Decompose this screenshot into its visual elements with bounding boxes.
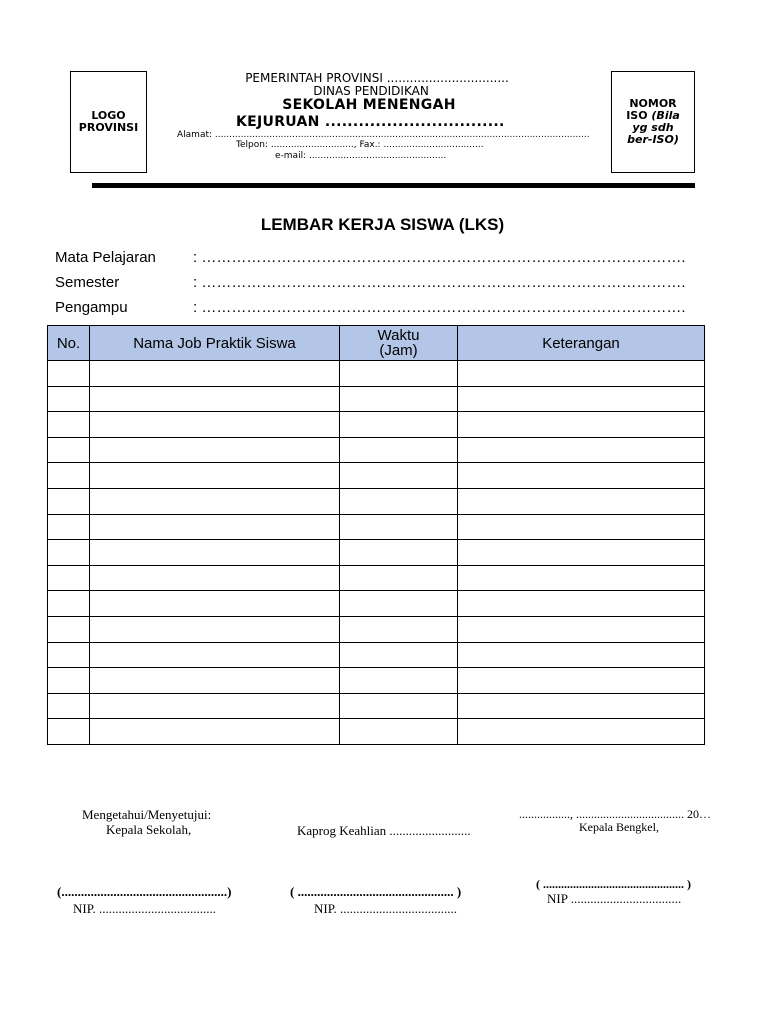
cell-keterangan xyxy=(458,412,705,438)
cell-no xyxy=(48,591,90,617)
lks-table xyxy=(47,325,705,745)
cell-waktu xyxy=(340,386,458,412)
table-row xyxy=(48,693,705,719)
sig-left-approval: Mengetahui/Menyetujui: xyxy=(82,807,212,822)
cell-waktu xyxy=(340,565,458,591)
table-row xyxy=(48,719,705,745)
cell-nama-job xyxy=(90,540,340,566)
table-row xyxy=(48,540,705,566)
cell-no xyxy=(48,616,90,642)
iso-number-label: NOMOR ISO (Bila yg sdh ber-ISO) xyxy=(626,97,680,146)
field-semester-label: Semester xyxy=(55,274,120,291)
cell-nama-job xyxy=(90,361,340,387)
cell-waktu xyxy=(340,616,458,642)
header-email: e-mail: ................................................ xyxy=(275,151,447,161)
sig-right-nip: NIP .................................. xyxy=(547,891,682,906)
sig-left-title: Kepala Sekolah, xyxy=(106,822,192,837)
sig-right-date: ................., .................................... 20… xyxy=(519,807,711,821)
cell-keterangan xyxy=(458,540,705,566)
table-row xyxy=(48,514,705,540)
table-row xyxy=(48,463,705,489)
cell-no xyxy=(48,693,90,719)
cell-keterangan xyxy=(458,591,705,617)
logo-provinsi-label: LOGO PROVINSI xyxy=(78,109,139,134)
cell-keterangan xyxy=(458,488,705,514)
header-keterangan: Keterangan xyxy=(458,326,705,361)
cell-nama-job xyxy=(90,386,340,412)
table-row xyxy=(48,642,705,668)
field-mata-pelajaran-value: : ……………………………………………………………………………………. xyxy=(193,249,686,266)
cell-keterangan xyxy=(458,616,705,642)
field-mata-pelajaran-label: Mata Pelajaran xyxy=(55,249,156,266)
sig-middle-nip: NIP. .................................... xyxy=(314,901,458,916)
sig-left-name: (...................................................) xyxy=(57,884,232,899)
table-row xyxy=(48,361,705,387)
cell-keterangan xyxy=(458,693,705,719)
sig-left-nip: NIP. .................................... xyxy=(73,901,217,916)
sig-right-name: ( ............................................... ) xyxy=(536,877,691,891)
page-title: LEMBAR KERJA SISWA (LKS) xyxy=(260,215,505,234)
cell-keterangan xyxy=(458,514,705,540)
header-telpon: Telpon: ............................., Fax.: ................................... xyxy=(236,140,484,150)
table-row xyxy=(48,437,705,463)
header-dinas: DINAS PENDIDIKAN xyxy=(313,84,429,98)
cell-waktu xyxy=(340,668,458,694)
field-semester-value: : ……………………………………………………………………………………. xyxy=(193,274,686,291)
cell-no xyxy=(48,565,90,591)
field-pengampu-label: Pengampu xyxy=(55,299,128,316)
cell-nama-job xyxy=(90,565,340,591)
cell-nama-job xyxy=(90,463,340,489)
cell-no xyxy=(48,412,90,438)
cell-nama-job xyxy=(90,668,340,694)
table-row xyxy=(48,488,705,514)
table-row xyxy=(48,591,705,617)
cell-nama-job xyxy=(90,437,340,463)
table-row xyxy=(48,616,705,642)
cell-no xyxy=(48,386,90,412)
table-row xyxy=(48,412,705,438)
header-no: No. xyxy=(48,326,90,361)
cell-keterangan xyxy=(458,361,705,387)
header-nama-job: Nama Job Praktik Siswa xyxy=(90,326,340,361)
cell-waktu xyxy=(340,488,458,514)
cell-keterangan xyxy=(458,463,705,489)
cell-waktu xyxy=(340,437,458,463)
cell-no xyxy=(48,361,90,387)
table-row xyxy=(48,668,705,694)
cell-no xyxy=(48,668,90,694)
cell-waktu xyxy=(340,642,458,668)
cell-waktu xyxy=(340,514,458,540)
cell-keterangan xyxy=(458,386,705,412)
cell-nama-job xyxy=(90,412,340,438)
sig-right-title: Kepala Bengkel, xyxy=(579,820,659,834)
cell-keterangan xyxy=(458,719,705,745)
cell-nama-job xyxy=(90,719,340,745)
cell-waktu xyxy=(340,693,458,719)
cell-no xyxy=(48,642,90,668)
header-kejuruan: KEJURUAN ................................ xyxy=(236,114,505,130)
table-row xyxy=(48,386,705,412)
cell-no xyxy=(48,437,90,463)
cell-waktu xyxy=(340,591,458,617)
cell-waktu xyxy=(340,463,458,489)
cell-nama-job xyxy=(90,693,340,719)
table-row xyxy=(48,565,705,591)
cell-no xyxy=(48,719,90,745)
header-sekolah: SEKOLAH MENENGAH xyxy=(282,97,456,113)
header-alamat: Alamat: ................................................................................................................................... xyxy=(177,130,590,140)
cell-nama-job xyxy=(90,488,340,514)
table-header-row xyxy=(48,326,705,361)
cell-keterangan xyxy=(458,642,705,668)
cell-keterangan xyxy=(458,668,705,694)
header-divider xyxy=(92,183,695,188)
cell-waktu xyxy=(340,412,458,438)
cell-nama-job xyxy=(90,514,340,540)
cell-no xyxy=(48,514,90,540)
cell-no xyxy=(48,463,90,489)
cell-waktu xyxy=(340,540,458,566)
cell-keterangan xyxy=(458,437,705,463)
cell-waktu xyxy=(340,719,458,745)
header-pemerintah: PEMERINTAH PROVINSI ................................ xyxy=(245,71,509,85)
cell-nama-job xyxy=(90,591,340,617)
sig-middle-title: Kaprog Keahlian ......................... xyxy=(297,823,471,838)
cell-no xyxy=(48,540,90,566)
field-pengampu-value: : ……………………………………………………………………………………. xyxy=(193,299,686,316)
header-waktu: Waktu (Jam) xyxy=(340,326,458,361)
cell-keterangan xyxy=(458,565,705,591)
cell-nama-job xyxy=(90,616,340,642)
cell-waktu xyxy=(340,361,458,387)
cell-no xyxy=(48,488,90,514)
cell-nama-job xyxy=(90,642,340,668)
sig-middle-name: ( ................................................ ) xyxy=(290,884,462,899)
